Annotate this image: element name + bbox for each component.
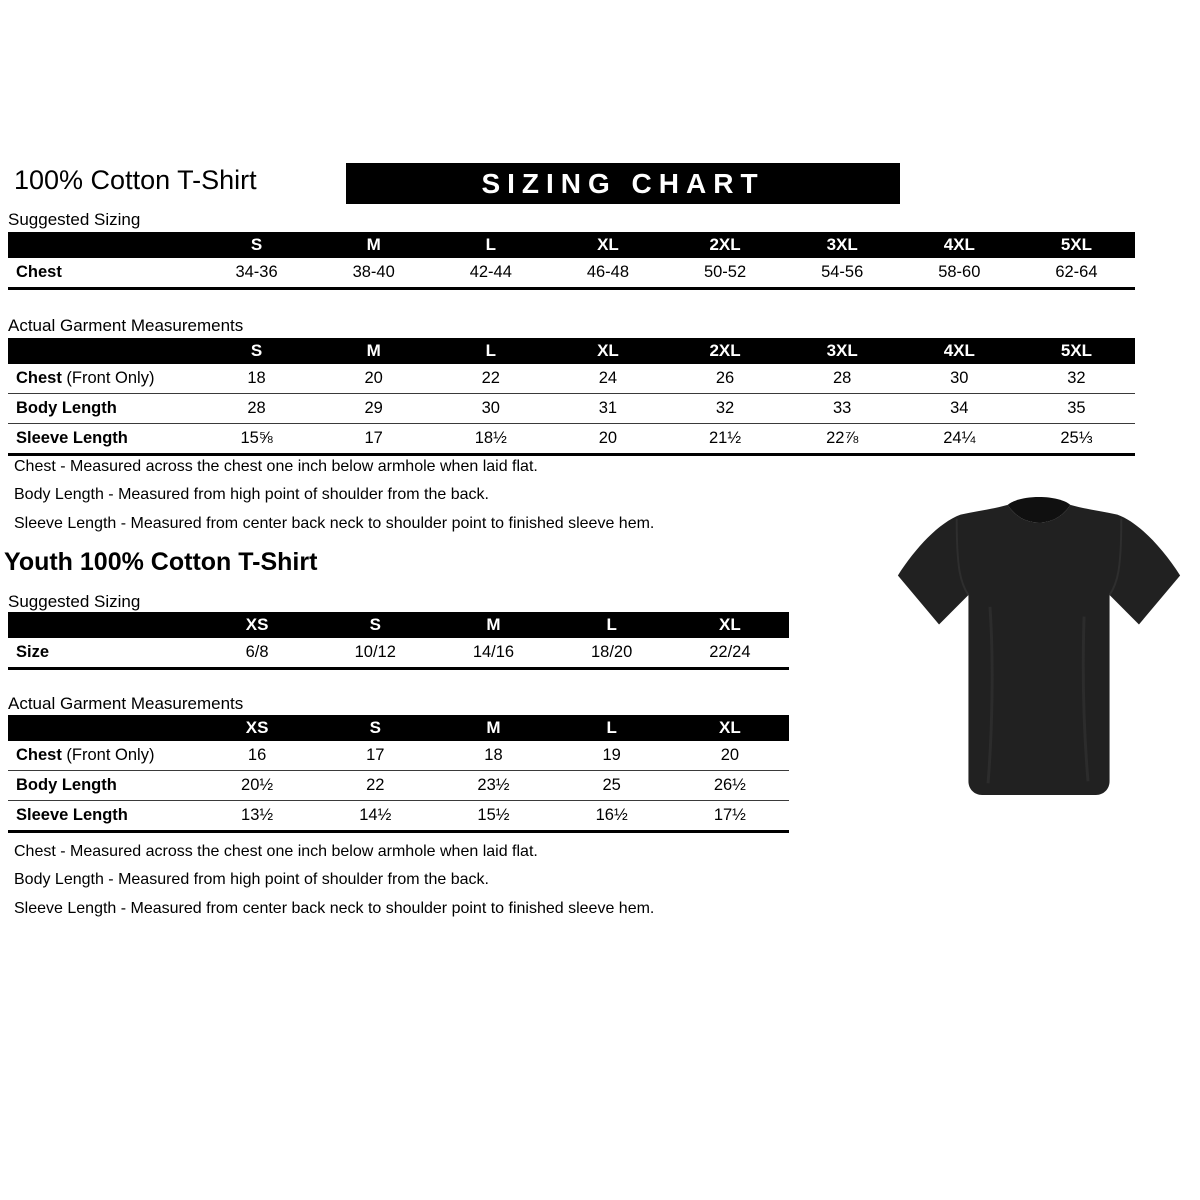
size-column-header: XL xyxy=(671,612,789,638)
measurement-cell: 6/8 xyxy=(245,643,269,661)
measurement-cell: 23½ xyxy=(477,776,510,794)
size-column-header: 5XL xyxy=(1018,338,1135,364)
measurement-row xyxy=(8,424,1135,455)
measurement-cell: 25 xyxy=(602,776,621,794)
measurement-cell: 18½ xyxy=(474,429,507,447)
measurement-row xyxy=(8,771,789,801)
measurement-cell: 20½ xyxy=(241,776,274,794)
size-column-header: XL xyxy=(549,338,666,364)
measurement-cell: 54-56 xyxy=(821,263,864,281)
size-column-header: M xyxy=(315,338,432,364)
row-label-header xyxy=(8,338,198,364)
note-body-length: Body Length - Measured from high point of shoulder from the back. xyxy=(14,486,489,504)
size-column-header: XL xyxy=(549,232,666,258)
adult-suggested-sizing-label: Suggested Sizing xyxy=(8,210,141,229)
size-column-header: 4XL xyxy=(901,232,1018,258)
black-tshirt-image xyxy=(892,478,1186,814)
measurement-cell: 31 xyxy=(598,399,618,417)
measurement-cell: 35 xyxy=(1067,399,1086,417)
sizing-chart-banner: SIZING CHART xyxy=(346,163,900,204)
size-column-header: M xyxy=(315,232,432,258)
measurement-cell: 25⅓ xyxy=(1060,429,1093,447)
measurement-row xyxy=(8,394,1135,424)
measurement-cell: 28 xyxy=(833,369,852,387)
measurement-cell: 14½ xyxy=(359,806,392,824)
measurement-cell: 32 xyxy=(715,399,735,417)
row-label-header xyxy=(8,612,198,638)
measurement-cell: 18 xyxy=(247,369,266,387)
measurement-cell: 34-36 xyxy=(235,263,278,281)
row-label-header xyxy=(8,232,198,258)
measurement-cell: 16 xyxy=(247,746,267,764)
size-column-header: M xyxy=(434,612,552,638)
size-header-row xyxy=(8,715,789,741)
youth-suggested-sizing-label: Suggested Sizing xyxy=(8,592,141,611)
size-column-header: XL xyxy=(671,715,789,741)
measurement-cell: 28 xyxy=(247,399,266,417)
youth-garment-measurements-label: Actual Garment Measurements xyxy=(8,694,244,713)
size-column-header: S xyxy=(316,612,434,638)
adult-garment-measurements-table xyxy=(8,338,1135,456)
measurement-cell: 15⅝ xyxy=(240,429,273,447)
measurement-cell: 34 xyxy=(950,399,969,417)
size-column-header: L xyxy=(432,232,549,258)
size-column-header: XS xyxy=(198,715,316,741)
measurement-cell: 26 xyxy=(715,369,735,387)
note-chest: Chest - Measured across the chest one inch below armhole when laid flat. xyxy=(14,843,538,860)
size-column-header: 2XL xyxy=(667,338,784,364)
measurement-row xyxy=(8,638,789,669)
measurement-cell: 24 xyxy=(598,369,618,387)
row-label-suffix: (Front Only) xyxy=(61,369,155,387)
row-label-suffix: (Front Only) xyxy=(61,746,155,764)
measurement-cell: 46-48 xyxy=(586,263,630,281)
youth-section-title: Youth 100% Cotton T-Shirt xyxy=(4,548,318,576)
size-column-header: S xyxy=(316,715,434,741)
size-column-header: S xyxy=(198,232,315,258)
row-label: Size xyxy=(16,643,50,661)
measurement-cell: 17 xyxy=(364,429,383,447)
measurement-cell: 24¼ xyxy=(943,429,976,447)
size-column-header: L xyxy=(553,612,671,638)
size-column-header: L xyxy=(432,338,549,364)
measurement-cell: 29 xyxy=(364,399,383,417)
measurement-cell: 20 xyxy=(720,746,740,764)
row-label: Body Length xyxy=(16,776,117,794)
row-label-header xyxy=(8,715,198,741)
size-column-header: 5XL xyxy=(1018,232,1135,258)
youth-garment-measurements-table xyxy=(8,715,789,833)
measurement-cell: 50-52 xyxy=(703,263,747,281)
measurement-row xyxy=(8,801,789,832)
measurement-cell: 58-60 xyxy=(938,263,981,281)
measurement-cell: 19 xyxy=(602,746,621,764)
row-label: Sleeve Length xyxy=(16,429,128,447)
measurement-cell: 33 xyxy=(833,399,852,417)
measurement-cell: 30 xyxy=(950,369,969,387)
note-body-length: Body Length - Measured from high point of shoulder from the back. xyxy=(14,871,489,889)
measurement-row xyxy=(8,258,1135,289)
size-header-row xyxy=(8,338,1135,364)
size-column-header: M xyxy=(434,715,552,741)
measurement-cell: 17 xyxy=(366,746,385,764)
size-column-header: 2XL xyxy=(667,232,784,258)
measurement-cell: 30 xyxy=(481,399,500,417)
size-column-header: XS xyxy=(198,612,316,638)
measurement-cell: 22⅞ xyxy=(826,429,859,447)
row-label: Chest xyxy=(16,263,62,281)
measurement-cell: 42-44 xyxy=(469,263,512,281)
size-header-row xyxy=(8,232,1135,258)
note-sleeve-length: Sleeve Length - Measured from center back neck to shoulder point to finished sleeve hem. xyxy=(14,514,655,532)
size-column-header: 3XL xyxy=(784,338,901,364)
measurement-cell: 26½ xyxy=(713,776,746,794)
measurement-cell: 38-40 xyxy=(352,263,395,281)
measurement-cell: 18/20 xyxy=(591,643,633,661)
note-sleeve-length: Sleeve Length - Measured from center back neck to shoulder point to finished sleeve hem. xyxy=(14,899,655,917)
measurement-cell: 22 xyxy=(481,369,500,387)
page-title: 100% Cotton T-Shirt xyxy=(14,165,257,195)
row-label: Body Length xyxy=(16,399,117,417)
measurement-cell: 21½ xyxy=(709,429,742,447)
row-label: Chest (Front Only) xyxy=(16,746,155,764)
measurement-cell: 62-64 xyxy=(1055,263,1098,281)
size-column-header: 3XL xyxy=(784,232,901,258)
measurement-row xyxy=(8,741,789,771)
adult-garment-measurements-label: Actual Garment Measurements xyxy=(8,316,244,335)
measurement-cell: 15½ xyxy=(477,806,510,824)
measurement-cell: 14/16 xyxy=(472,643,515,661)
measurement-row xyxy=(8,364,1135,394)
size-column-header: L xyxy=(553,715,671,741)
measurement-cell: 10/12 xyxy=(354,643,396,661)
youth-measurement-notes xyxy=(14,843,654,928)
youth-suggested-sizing-table xyxy=(8,612,789,670)
measurement-cell: 22 xyxy=(366,776,385,794)
measurement-cell: 20 xyxy=(598,429,618,447)
row-label: Chest (Front Only) xyxy=(16,369,155,387)
row-label: Sleeve Length xyxy=(16,806,128,824)
measurement-cell: 16½ xyxy=(595,806,628,824)
measurement-cell: 22/24 xyxy=(709,643,751,661)
measurement-cell: 32 xyxy=(1067,369,1086,387)
measurement-cell: 20 xyxy=(364,369,383,387)
measurement-cell: 13½ xyxy=(241,806,274,824)
measurement-cell: 18 xyxy=(484,746,503,764)
note-chest: Chest - Measured across the chest one inch below armhole when laid flat. xyxy=(14,458,538,475)
size-column-header: 4XL xyxy=(901,338,1018,364)
tshirt-body-shape xyxy=(898,505,1180,795)
adult-measurement-notes xyxy=(14,458,654,543)
size-column-header: S xyxy=(198,338,315,364)
adult-suggested-sizing-table xyxy=(8,232,1135,290)
measurement-cell: 17½ xyxy=(713,806,746,824)
size-header-row xyxy=(8,612,789,638)
